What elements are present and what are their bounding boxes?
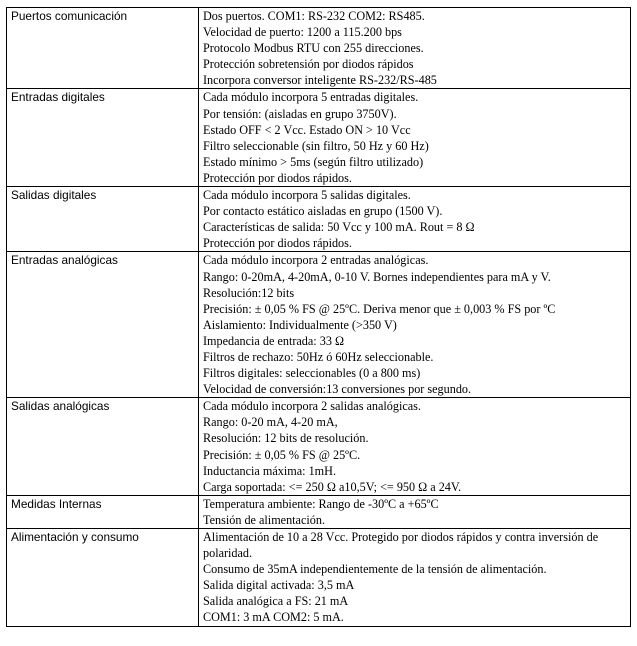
- description-line: Impedancia de entrada: 33 Ω: [203, 333, 345, 348]
- description-cell: [199, 89, 631, 187]
- category-label: Alimentación y consumo: [7, 529, 199, 627]
- description-line: Características de salida: 50 Vcc y 100 mA. Rout = 8 Ω: [203, 220, 475, 235]
- description-line: Temperatura ambiente: Rango de -30ºC a +65ºC: [203, 496, 439, 511]
- description-line: Por contacto estático aisladas en grupo (1500 V).: [203, 204, 443, 219]
- description-line: Tensión de alimentación.: [203, 512, 325, 527]
- description-cell: [199, 252, 631, 398]
- description-line: Protección por diodos rápidos.: [203, 170, 352, 185]
- description-line: Rango: 0-20mA, 4-20mA, 0-10 V. Bornes independientes para mA y V.: [203, 269, 551, 284]
- description-line: Salida analógica a FS: 21 mA: [203, 594, 349, 609]
- description-line: Protección sobretensión por diodos rápidos: [203, 57, 414, 72]
- category-label: Salidas digitales: [7, 187, 199, 252]
- description-cell: [199, 8, 631, 89]
- description-line: Cada módulo incorpora 2 salidas analógicas.: [203, 399, 421, 414]
- description-line: Velocidad de puerto: 1200 a 115.200 bps: [203, 25, 402, 40]
- category-label: Puertos comunicación: [7, 8, 199, 89]
- category-label: Entradas digitales: [7, 89, 199, 187]
- category-label: Entradas analógicas: [7, 252, 199, 398]
- spec-row-puertos-comunicacion: [7, 8, 631, 89]
- description-line: COM1: 3 mA COM2: 5 mA.: [203, 610, 344, 625]
- description-cell: [199, 529, 631, 627]
- description-line: Consumo de 35mA independientemente de la tensión de alimentación.: [203, 562, 547, 577]
- description-line: Estado OFF < 2 Vcc. Estado ON > 10 Vcc: [203, 122, 411, 137]
- description-line: Aislamiento: Individualmente (>350 V): [203, 317, 397, 332]
- spec-row-salidas-digitales: [7, 187, 631, 252]
- description-line: Precisión: ± 0,05 % FS @ 25ºC.: [203, 447, 361, 462]
- description-cell: [199, 187, 631, 252]
- category-label: Salidas analógicas: [7, 398, 199, 496]
- description-line: Resolución:12 bits: [203, 285, 295, 300]
- description-line: Inductancia máxima: 1mH.: [203, 463, 337, 478]
- description-line: Por tensión: (aisladas en grupo 3750V).: [203, 106, 397, 121]
- spec-row-salidas-analogicas: [7, 398, 631, 496]
- spec-row-alimentacion-consumo: [7, 529, 631, 627]
- spec-row-medidas-internas: [7, 495, 631, 528]
- description-line: Incorpora conversor inteligente RS-232/RS-485: [203, 73, 437, 88]
- description-line: Estado mínimo > 5ms (según filtro utilizado): [203, 154, 424, 169]
- category-label: Medidas Internas: [7, 495, 199, 528]
- description-cell: [199, 495, 631, 528]
- spec-row-entradas-digitales: [7, 89, 631, 187]
- description-line: Velocidad de conversión:13 conversiones por segundo.: [203, 382, 472, 397]
- description-line: Filtros de rechazo: 50Hz ó 60Hz seleccionable.: [203, 349, 434, 364]
- spec-row-entradas-analogicas: [7, 252, 631, 398]
- description-line: Protección por diodos rápidos.: [203, 236, 352, 251]
- spec-table: [6, 7, 631, 627]
- description-cell: [199, 398, 631, 496]
- description-line: Filtros digitales: seleccionables (0 a 800 ms): [203, 366, 421, 381]
- description-line: Alimentación de 10 a 28 Vcc. Protegido por diodos rápidos y contra inversión de polaridad.: [203, 530, 599, 561]
- description-line: Protocolo Modbus RTU con 255 direcciones.: [203, 41, 424, 56]
- spec-table-body: [7, 8, 631, 627]
- description-line: Dos puertos. COM1: RS-232 COM2: RS485.: [203, 9, 425, 23]
- description-line: Cada módulo incorpora 5 salidas digitales.: [203, 188, 411, 203]
- description-line: Precisión: ± 0,05 % FS @ 25ºC. Deriva menor que ± 0,003 % FS por ºC: [203, 301, 556, 316]
- description-line: Filtro seleccionable (sin filtro, 50 Hz y 60 Hz): [203, 138, 429, 153]
- description-line: Rango: 0-20 mA, 4-20 mA,: [203, 415, 338, 430]
- description-line: Cada módulo incorpora 5 entradas digitales.: [203, 90, 419, 105]
- description-line: Carga soportada: <= 250 Ω a10,5V; <= 950 Ω a 24V.: [203, 479, 462, 494]
- description-line: Resolución: 12 bits de resolución.: [203, 431, 369, 446]
- description-line: Salida digital activada: 3,5 mA: [203, 578, 355, 593]
- description-line: Cada módulo incorpora 2 entradas analógicas.: [203, 253, 429, 268]
